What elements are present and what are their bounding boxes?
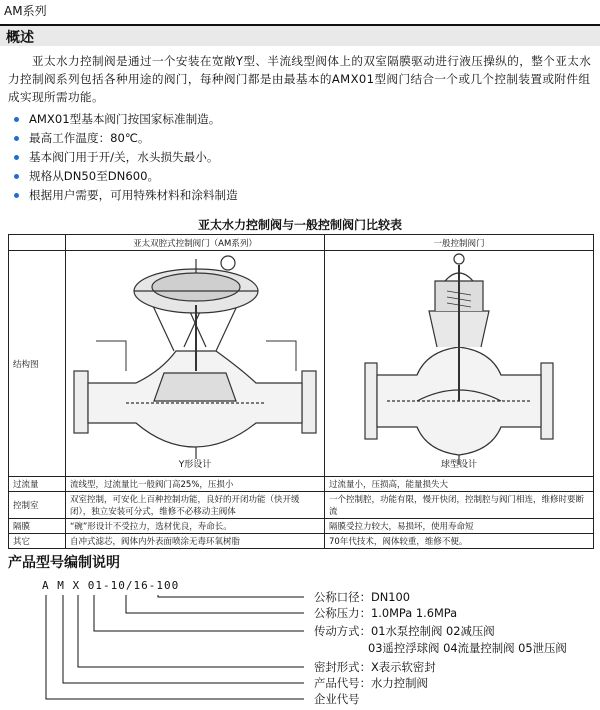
list-item: AMX01型基本阀门按国家标准制造。 — [14, 110, 584, 129]
code-part: 10/16 — [110, 579, 149, 592]
overview-header-bar — [0, 24, 600, 46]
am-cell: 流线型，过流量比一般阀门高25%，压损小 — [66, 477, 325, 492]
row-label: 隔膜 — [9, 519, 66, 534]
model-heading: 产品型号编制说明 — [8, 555, 120, 571]
code-part: A — [42, 579, 50, 592]
code-part: 100 — [156, 579, 180, 592]
bullet-dot-icon — [14, 174, 19, 179]
list-item: 根据用户需要，可用特殊材料和涂料制造 — [14, 186, 584, 205]
general-valve-caption: 球型设计 — [440, 460, 477, 470]
code-part: - — [103, 579, 111, 592]
desc-seal-type: 密封形式：X表示软密封 — [314, 660, 436, 674]
row-label: 控制室 — [9, 492, 66, 519]
general-cell: 过流量小，压损高，能量损失大 — [325, 477, 594, 492]
table-row — [9, 477, 594, 492]
overview-paragraph: 亚太水力控制阀是通过一个安装在宽敞Y型、半流线型阀体上的双室隔膜驱动进行液压操纵的，整个亚太水力控制阀系列包括各种用途的阀门，每种阀门都是由最基本的AMX01型阀门结合一个或几个控制装置或附件组成实现所需功能。 — [8, 54, 592, 104]
general-valve-diagram-cell — [325, 251, 594, 477]
overview-heading: 概述 — [6, 30, 34, 46]
desc-drive-mode: 传动方式：01水泵控制阀 02减压阀 — [314, 624, 495, 638]
feature-list — [14, 110, 584, 205]
am-cell: “碗”形设计不受拉力，选材优良，寿命长。 — [66, 519, 325, 534]
code-part: M — [57, 579, 65, 592]
header-empty-cell — [9, 235, 66, 251]
table-row — [9, 492, 594, 519]
table-row — [9, 534, 594, 549]
desc-drive-mode-cont: 03遥控浮球阀 04流量控制阀 05泄压阀 — [368, 641, 567, 655]
header-general: 一般控制阀门 — [325, 235, 594, 251]
row-label: 过流量 — [9, 477, 66, 492]
table-row — [9, 251, 594, 477]
series-label: AM系列 — [4, 4, 47, 18]
header-am: 亚太双腔式控制阀门（AM系列） — [66, 235, 325, 251]
comparison-title: 亚太水力控制阀与一般控制阀门比较表 — [197, 218, 402, 232]
globe-valve-drawing — [325, 251, 593, 473]
comparison-table — [8, 234, 594, 549]
table-row — [9, 519, 594, 534]
general-cell: 70年代技术，阀体较重，维修不便。 — [325, 534, 594, 549]
general-cell: 隔膜受拉力较大，易损坏，使用寿命短 — [325, 519, 594, 534]
general-cell: 一个控制腔，功能有限，慢开快闭，控制腔与阀门相连，维修时要断流 — [325, 492, 594, 519]
list-item: 规格从DN50至DN600。 — [14, 167, 584, 186]
list-item: 最高工作温度：80℃。 — [14, 129, 584, 148]
code-part: 01 — [87, 579, 103, 592]
bullet-dot-icon — [14, 117, 19, 122]
bullet-dot-icon — [14, 136, 19, 141]
code-part: - — [148, 579, 157, 592]
am-valve-caption: Y形设计 — [178, 460, 212, 470]
desc-nominal-size: 公称口径：DN100 — [314, 590, 410, 604]
y-type-valve-drawing — [66, 251, 324, 473]
desc-company-code: 企业代号 — [314, 692, 360, 706]
structure-label: 结构图 — [9, 251, 66, 477]
bullet-dot-icon — [14, 155, 19, 160]
am-valve-diagram-cell — [66, 251, 325, 477]
bullet-dot-icon — [14, 193, 19, 198]
list-item: 基本阀门用于开/关，水头损失最小。 — [14, 148, 584, 167]
row-label: 其它 — [9, 534, 66, 549]
desc-product-code: 产品代号：水力控制阀 — [314, 676, 428, 690]
model-code-diagram — [8, 575, 594, 710]
am-cell: 自冲式滤芯，阀体内外表面喷涂无毒环氧树脂 — [66, 534, 325, 549]
am-cell: 双室控制，可安化上百种控制功能，良好的开闭功能（快开缓闭），独立安装可分式，维修不必移动主阀体 — [66, 492, 325, 519]
code-part: X — [72, 579, 81, 592]
table-header-row — [9, 235, 594, 251]
desc-nominal-pressure: 公称压力：1.0MPa 1.6MPa — [314, 606, 458, 620]
